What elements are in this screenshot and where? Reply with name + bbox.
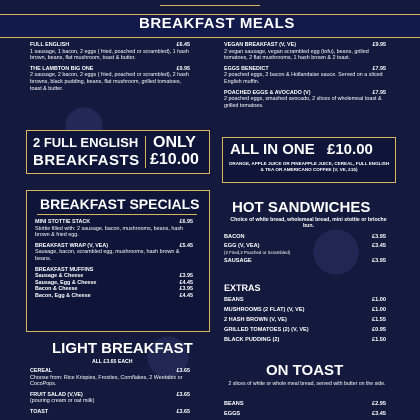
item-name: TOAST xyxy=(30,408,49,415)
toast-items xyxy=(224,399,386,419)
item-price: £3.95 xyxy=(372,258,386,264)
list-item xyxy=(224,305,386,315)
list-item xyxy=(30,409,190,416)
item-name: MUSHROOMS (2 FLAT) (V, VE) xyxy=(224,307,305,313)
specials-items xyxy=(35,219,193,300)
item-price: £1.00 xyxy=(372,307,386,313)
item-name: SAUSAGE xyxy=(224,258,252,264)
item-price: £0.95 xyxy=(372,327,386,333)
hot-subtitle: Choice of white bread, wholemeal bread, mini stottie or brioche bun. xyxy=(230,217,387,230)
item-name: Sausage & Cheese xyxy=(35,273,84,280)
item-desc: 2 poached eggs, 2 bacon & Hollandaise sauce. Served on a sliced English muffin. xyxy=(224,72,383,85)
list-item xyxy=(224,242,386,250)
list-item xyxy=(224,335,386,345)
item-name: CEREAL xyxy=(30,368,53,374)
item-price: £6.95 xyxy=(179,219,193,225)
item-price: £4.45 xyxy=(179,279,193,286)
list-item xyxy=(224,399,386,409)
list-item xyxy=(30,42,190,62)
promo-divider xyxy=(145,136,146,168)
top-ornament xyxy=(160,0,260,6)
toast-subtitle: 2 slices of white or whole meal bread, served with butter on the side. xyxy=(228,381,386,387)
item-name: BLACK PUDDING (2) xyxy=(224,337,280,343)
list-item xyxy=(224,325,386,335)
list-item xyxy=(35,243,193,263)
promo-line1: 2 FULL ENGLISH xyxy=(33,135,139,150)
item-price: £9.95 xyxy=(176,65,190,72)
light-title: LIGHT BREAKFAST xyxy=(52,340,193,357)
item-name: 2 HASH BROWN (V, VE) xyxy=(224,317,287,323)
item-price: £6.45 xyxy=(176,42,190,48)
item-name: EGGS xyxy=(224,411,241,417)
item-price: £9.95 xyxy=(372,42,386,48)
promo-headline-a: ALL IN ONE xyxy=(230,141,315,158)
item-price: £4.45 xyxy=(179,292,193,299)
hot-title: HOT SANDWICHES xyxy=(232,199,371,216)
item-desc: 2 poached eggs, smashed avocado, 2 slices of wholemeal toast & grilled tomatoes. xyxy=(224,96,382,109)
item-name: MINI STOTTIE STACK xyxy=(35,219,91,225)
list-item xyxy=(30,368,190,388)
muffin-row xyxy=(35,293,193,300)
muffin-row xyxy=(35,273,193,280)
list-item xyxy=(224,42,386,62)
item-name: GRILLED TOMATOES (2) (V, VE) xyxy=(224,327,309,333)
item-price: £3.65 xyxy=(176,368,190,374)
list-item xyxy=(35,219,193,239)
list-item xyxy=(224,315,386,325)
item-desc: (pouring cream or oat milk) xyxy=(30,398,95,405)
item-name: FRUIT SALAD (V,VE) xyxy=(30,391,83,398)
list-item xyxy=(224,409,386,419)
item-name: Bacon & Cheese xyxy=(35,286,78,293)
item-price: £7.95 xyxy=(372,89,386,96)
item-name: FULL ENGLISH xyxy=(30,42,70,48)
item-name: BEANS xyxy=(224,401,244,407)
item-name: Sausage, Egg & Cheese xyxy=(35,279,97,286)
hot-items xyxy=(224,232,386,266)
promo-all-in-one xyxy=(222,137,396,183)
item-price: £1.55 xyxy=(372,317,386,323)
item-price: £3.95 xyxy=(372,234,386,240)
muffin-row xyxy=(35,280,193,287)
egg-note: (2 Fried,2 Poached or Scrambled) xyxy=(224,250,291,255)
item-name: THE LAMBTON BIG ONE xyxy=(30,65,94,72)
muffins-title: BREAKFAST MUFFINS xyxy=(35,266,94,273)
list-item xyxy=(224,66,386,86)
item-name: BEANS xyxy=(224,297,244,303)
item-desc: 2 vegan sausage, vegan scrambled egg (tofu), beans, grilled tomatoes, 2 flat mushrooms, 1 hash brown & 2 toast. xyxy=(224,48,369,62)
right-items xyxy=(224,42,386,113)
light-items xyxy=(30,368,190,416)
left-items xyxy=(30,42,190,96)
item-name: EGGS BENEDICT xyxy=(224,65,269,72)
toast-title: ON TOAST xyxy=(266,362,344,379)
item-price: £7.95 xyxy=(372,65,386,72)
item-price: £1.00 xyxy=(372,297,386,303)
item-desc: Choose from: Rice Krispies, Frosties, Cornflakes, 2 Weetabix or CocoPops. xyxy=(30,374,183,388)
promo-two-full-english xyxy=(26,130,210,174)
item-name: POACHED EGGS & AVOCADO (V) xyxy=(224,89,311,96)
item-name: Bacon, Egg & Cheese xyxy=(35,292,91,299)
promo-headline-b: £10.00 xyxy=(327,141,373,158)
extras-title: EXTRAS xyxy=(224,283,261,293)
item-price: £1.50 xyxy=(372,337,386,343)
item-desc: 2 sausage, 2 bacon, 2 eggs ( fried, poached or scrambled), 2 hash browns, black pudding, beans, flat mushroom, grilled tomatoes, toast & butter. xyxy=(30,72,189,92)
list-item xyxy=(30,392,190,405)
list-item xyxy=(224,232,386,242)
item-desc: Stottie filled with: 2 sausage, bacon, mushrooms, beans, hash brown & fried egg. xyxy=(35,225,184,239)
light-subtitle: ALL £3.65 EACH xyxy=(92,359,133,365)
item-price: £3.95 xyxy=(179,286,193,293)
promo-desc: ORANGE, APPLE JUICE OR PINEAPPLE JUICE, CEREAL, FULL ENGLISH & TEA OR AMERICANO COFFEE (V, VE, £15) xyxy=(228,161,390,172)
promo-only: ONLY xyxy=(153,134,196,151)
item-desc: Sausage, bacon, scrambled egg, mushrooms, hash brown & beans. xyxy=(35,249,180,262)
specials-title: BREAKFAST SPECIALS xyxy=(40,196,200,212)
list-item xyxy=(224,256,386,266)
page-title: BREAKFAST MEALS xyxy=(139,15,295,32)
item-price: £3.45 xyxy=(372,243,386,249)
item-desc: 1 sausage, 1 bacon, 2 eggs ( fried, poached or scrambled), 1 hash brown, beans, flat mushroom, toast & butter. xyxy=(30,48,189,62)
list-item xyxy=(224,295,386,305)
breakfast-specials-box xyxy=(26,190,210,332)
item-name: BACON xyxy=(224,234,245,240)
item-name: VEGAN BREAKFAST (V, VE) xyxy=(224,42,296,48)
promo-line2: BREAKFASTS xyxy=(33,152,140,169)
list-item xyxy=(224,90,386,110)
item-price: £3.95 xyxy=(179,273,193,280)
item-name: BREAKFAST WRAP (V, VEA) xyxy=(35,242,109,249)
item-price: £3.65 xyxy=(176,408,190,415)
item-price: £5.45 xyxy=(179,242,193,249)
list-item xyxy=(30,66,190,92)
specials-divider xyxy=(37,214,197,215)
extras-items xyxy=(224,295,386,345)
muffin-row xyxy=(35,286,193,293)
item-price: £3.65 xyxy=(176,391,190,398)
item-price: £2.95 xyxy=(372,401,386,407)
promo-price: £10.00 xyxy=(150,151,199,168)
item-name: EGG (V, VEA) xyxy=(224,243,260,249)
item-price: £3.45 xyxy=(372,411,386,417)
